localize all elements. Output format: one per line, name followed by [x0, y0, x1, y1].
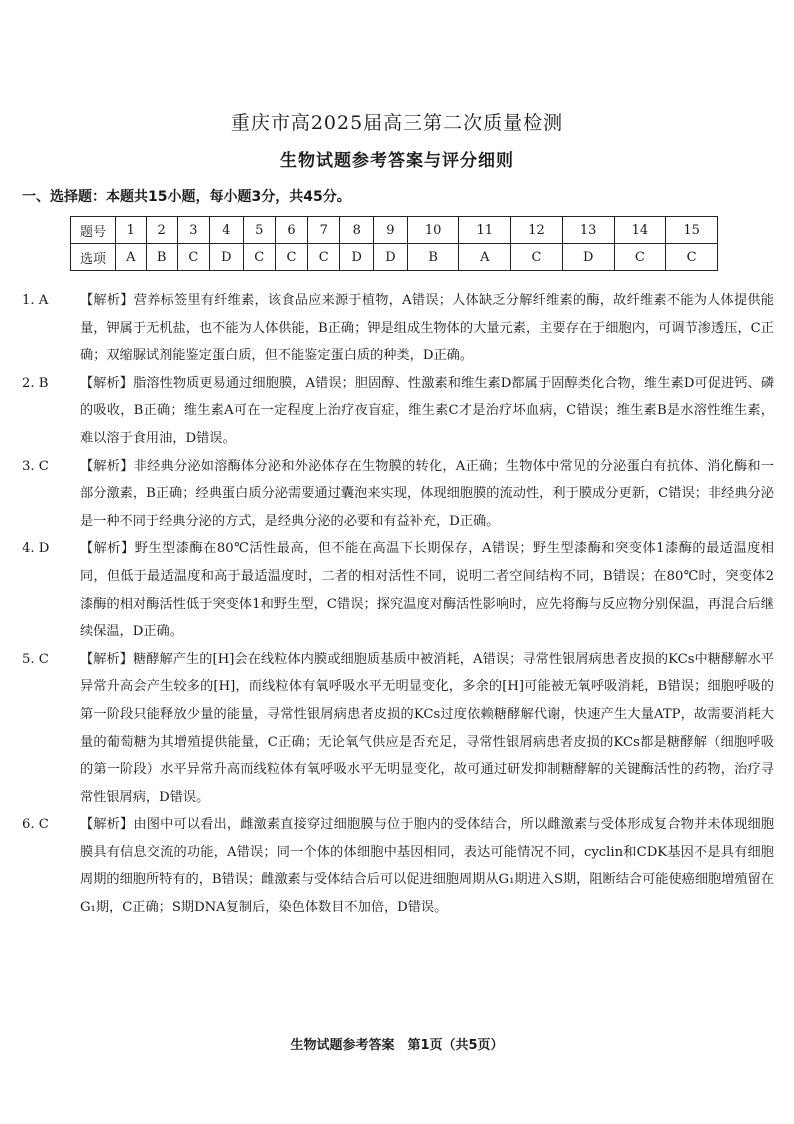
item-explanation — [80, 535, 774, 645]
analysis-tag: 【解析】 — [80, 541, 135, 557]
explanation-item — [22, 287, 774, 370]
answer-table — [70, 216, 718, 271]
question-number-cell: 6 — [275, 217, 307, 244]
question-number-cell: 1 — [116, 217, 147, 244]
answer-option-cell: D — [209, 244, 243, 271]
answer-option-cell: A — [459, 244, 511, 271]
question-number-cell: 8 — [340, 217, 374, 244]
analysis-tag: 【解析】 — [80, 817, 134, 833]
answer-option-cell: C — [308, 244, 340, 271]
item-number: 6. C — [22, 817, 49, 833]
question-number-cell: 7 — [308, 217, 340, 244]
answer-option-cell: B — [146, 244, 177, 271]
answer-option-cell: C — [666, 244, 718, 271]
answer-option-cell: D — [374, 244, 408, 271]
answer-option-cell: C — [614, 244, 666, 271]
question-number-cell: 13 — [562, 217, 614, 244]
answer-option-cell: C — [177, 244, 209, 271]
question-number-cell: 10 — [407, 217, 459, 244]
item-number: 2. B — [22, 375, 49, 391]
question-number-cell: 9 — [374, 217, 408, 244]
item-explanation — [80, 370, 774, 453]
analysis-text: 营养标签里有纤维素，该食品应来源于植物，A错误；人体缺乏分解纤维素的酶，故纤维素不能为人体提供能量，钾属于无机盐，也不能为人体供能，B正确；钾是组成生物体的大量元素，主要存在于细胞内，可调节渗透压，C正确；双缩脲试剂能鉴定蛋白质，但不能鉴定蛋白质的种类，D正确。 — [80, 293, 774, 364]
answer-option-cell: D — [562, 244, 614, 271]
answer-option-cell: B — [407, 244, 459, 271]
answer-option-cell: D — [340, 244, 374, 271]
explanation-item — [22, 646, 774, 812]
question-number-cell: 11 — [459, 217, 511, 244]
item-number: 5. C — [22, 651, 49, 667]
analysis-text: 由图中可以看出，雌激素直接穿过细胞膜与位于胞内的受体结合，所以雌激素与受体形成复合物并未体现细胞膜具有信息交流的功能，A错误；同一个体的体细胞中基因相同，表达可能情况不同，cyclin和CDK基因不是具有细胞周期的细胞所特有的，B错误；雌激素与受体结合后可以促进细胞周期从G₁期进入S期，阻断结合可能使癌细胞增殖留在G₁期，C正确；S期DNA复制后，染色体数目不加倍，D错误。 — [80, 817, 775, 916]
item-explanation — [80, 646, 774, 812]
explanation-item — [22, 453, 774, 536]
explanation-item — [22, 370, 774, 453]
analysis-tag: 【解析】 — [80, 293, 134, 308]
page-subtitle: 生物试题参考答案与评分细则 — [280, 151, 514, 171]
item-number: 4. D — [22, 541, 50, 557]
question-number-cell: 15 — [666, 217, 718, 244]
section-heading: 一、选择题：本题共15小题，每小题3分，共45分。 — [22, 189, 351, 205]
explanation-item — [22, 535, 774, 645]
question-number-cell: 12 — [511, 217, 563, 244]
answer-option-cell: C — [511, 244, 563, 271]
answer-option-cell: C — [275, 244, 307, 271]
analysis-tag: 【解析】 — [80, 375, 134, 391]
row-label-option: 选项 — [71, 244, 116, 271]
item-number: 3. C — [22, 458, 49, 474]
item-explanation — [80, 287, 774, 370]
question-number-cell: 4 — [209, 217, 243, 244]
analysis-tag: 【解析】 — [80, 651, 134, 667]
row-label-number: 题号 — [71, 217, 116, 244]
analysis-text: 脂溶性物质更易通过细胞膜，A错误；胆固醇、性激素和维生素D都属于固醇类化合物，维生素D可促进钙、磷的吸收，B正确；维生素A可在一定程度上治疗夜盲症，维生素C才是治疗坏血病，C错误；维生素B是水溶性维生素，难以溶于食用油，D错误。 — [80, 375, 775, 446]
page-title: 重庆市高2025届高三第二次质量检测 — [230, 112, 564, 134]
item-explanation — [80, 453, 774, 536]
analysis-text: 非经典分泌如溶酶体分泌和外泌体存在生物膜的转化，A正确；生物体中常见的分泌蛋白有抗体、消化酶和一部分激素，B正确；经典蛋白质分泌需要通过囊泡来实现，体现细胞膜的流动性，利于膜成分更新，C错误；非经典分泌是一种不同于经典分泌的方式，是经典分泌的必要和有益补充，D正确。 — [80, 458, 774, 529]
page-footer: 生物试题参考答案 第1页（共5页） — [290, 1038, 504, 1053]
item-number: 1. A — [22, 293, 49, 308]
question-number-cell: 3 — [177, 217, 209, 244]
question-number-cell: 2 — [146, 217, 177, 244]
answer-option-cell: A — [116, 244, 147, 271]
explanation-item — [22, 811, 774, 921]
question-number-cell: 5 — [243, 217, 275, 244]
item-explanation — [80, 811, 774, 921]
analysis-text: 野生型漆酶在80℃活性最高，但不能在高温下长期保存，A错误；野生型漆酶和突变体1漆酶的最适温度相同，但低于最适温度和高于最适温度时，二者的相对活性不同，说明二者空间结构不同，B错误；在80℃时，突变体2漆酶的相对酶活性低于突变体1和野生型，C错误；探究温度对酶活性影响时，应先将酶与反应物分别保温，再混合后继续保温，D正确。 — [80, 541, 774, 640]
answer-table-number-row — [71, 217, 718, 244]
analysis-tag: 【解析】 — [80, 458, 134, 474]
explanation-list — [22, 287, 774, 922]
answer-option-cell: C — [243, 244, 275, 271]
analysis-text: 糖酵解产生的[H]会在线粒体内膜或细胞质基质中被消耗，A错误；寻常性银屑病患者皮损的KCs中糖酵解水平异常升高会产生较多的[H]，而线粒体有氧呼吸水平无明显变化，多余的[H]可能被无氧呼吸消耗，B错误；细胞呼吸的第一阶段只能释放少量的能量，寻常性银屑病患者皮损的KCs过度依赖糖酵解代谢，快速产生大量ATP，故需要消耗大量的葡萄糖为其增殖提供能量，C正确；无论氧气供应是否充足，寻常性银屑病患者皮损的KCs都是糖酵解（细胞呼吸的第一阶段）水平异常升高而线粒体有氧呼吸水平无明显变化，故可通过研发抑制糖酵解的关键酶活性的药物，治疗寻常性银屑病，D错误。 — [80, 651, 775, 805]
question-number-cell: 14 — [614, 217, 666, 244]
answer-table-option-row — [71, 244, 718, 271]
